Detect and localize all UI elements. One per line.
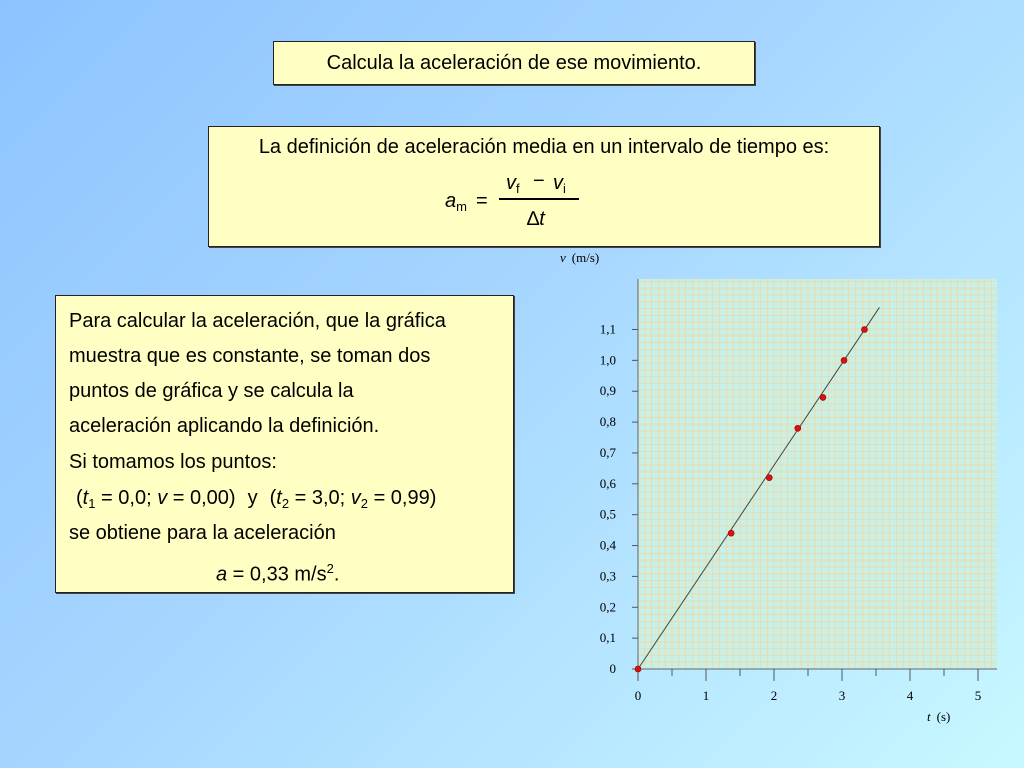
result-line: a = 0,33 $m/s^2$. [216, 561, 340, 586]
x-tick-label: 2 [770, 688, 778, 703]
y-tick-label: 0,2 [599, 599, 616, 615]
y-tick-label: 1,0 [599, 352, 616, 368]
explanation-line: muestra que es constante, se toman dos [69, 345, 431, 367]
y-axis-label: v (m/s) [560, 250, 600, 265]
explanation-line: se obtiene para la aceleración [69, 522, 336, 544]
y-tick-label: 0,6 [599, 475, 616, 491]
formula-minus: − [533, 170, 545, 192]
x-axis-label: t (s) [927, 709, 951, 724]
points-line: ($t_1 = 0,0$; v = 0,00) y ($t_2 = 3,0$; $v_2 = 0,99$) [76, 487, 437, 511]
title-text: Calcula la aceleración de ese movimiento. [326, 51, 702, 74]
explanation-line: Si tomamos los puntos: [69, 451, 277, 473]
x-tick-label: 5 [974, 688, 982, 703]
y-tick-label: 0,3 [599, 568, 616, 584]
plot-background [638, 279, 997, 669]
y-tick-label: 0,4 [599, 537, 616, 553]
data-point [841, 357, 847, 363]
formula-lhs: $a_m$ [445, 190, 467, 214]
x-tick-label: 0 [634, 688, 642, 703]
y-tick-label: 0,5 [599, 506, 616, 522]
data-point [861, 327, 867, 333]
x-tick-label: 4 [906, 688, 914, 703]
formula-vi: $v_i$ [553, 172, 566, 196]
y-tick-label: 0,7 [599, 444, 616, 460]
y-tick-label: 1,1 [599, 321, 616, 337]
data-point [766, 475, 772, 481]
data-point [820, 394, 826, 400]
data-point [728, 530, 734, 536]
y-tick-label: 0,1 [599, 630, 616, 646]
formula-equals: = [476, 190, 488, 212]
data-point [795, 425, 801, 431]
x-tick-label: 1 [702, 688, 710, 703]
explanation-line: Para calcular la aceleración, que la gráfica [69, 310, 446, 332]
y-tick-label: 0 [609, 661, 616, 676]
formula-denominator: ∆t [527, 208, 545, 230]
y-tick-label: 0,8 [599, 414, 616, 430]
chart-grid [638, 279, 997, 669]
formula-vf: $v_f$ [506, 172, 520, 196]
definition-text: La definición de aceleración media en un intervalo de tiempo es: [258, 136, 830, 158]
y-tick-label: 0,9 [599, 383, 616, 399]
explanation-line: puntos de gráfica y se calcula la [69, 380, 354, 402]
x-tick-label: 3 [838, 688, 846, 703]
data-point [635, 666, 641, 672]
explanation-line: aceleración aplicando la definición. [69, 415, 380, 437]
